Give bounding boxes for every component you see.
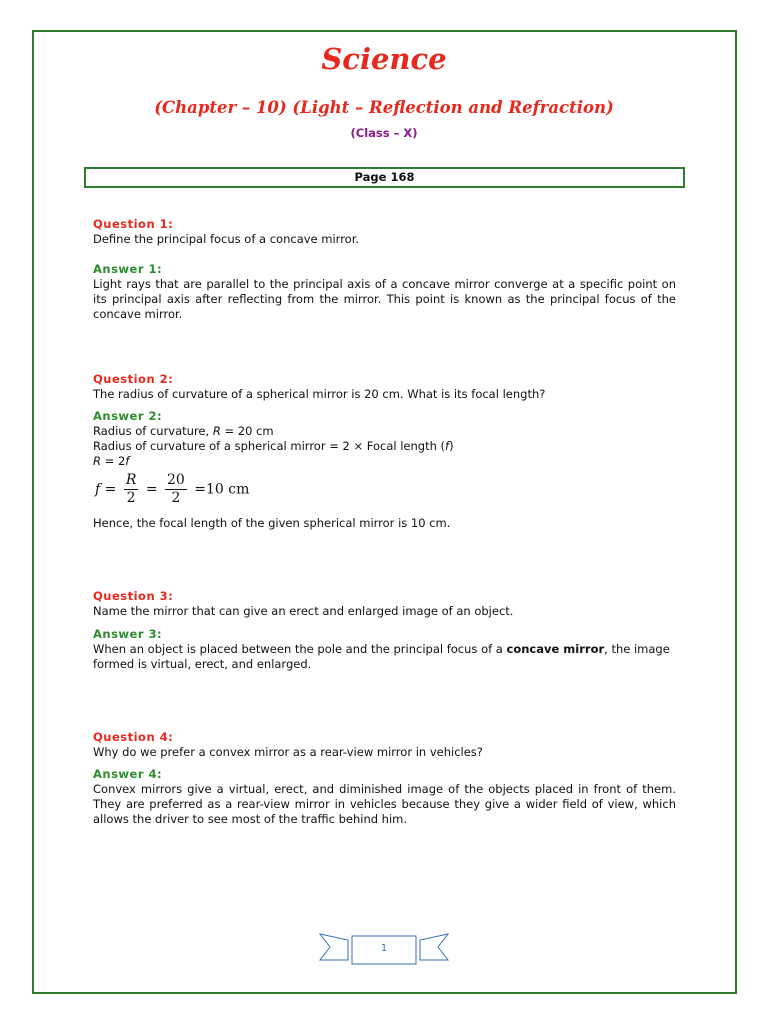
question-4: [93, 730, 676, 760]
formula-lhs: f: [95, 481, 101, 498]
answer-2-conclusion: Hence, the focal length of the given spherical mirror is 10 cm.: [93, 516, 451, 530]
question-label: Question 4:: [93, 730, 174, 744]
question-label: Question 1:: [93, 217, 174, 231]
question-3: [93, 589, 676, 619]
chapter-subtitle: (Chapter – 10) (Light – Reflection and Refraction): [154, 98, 614, 117]
focal-length-formula: [95, 472, 249, 512]
answer-label: Answer 4:: [93, 767, 163, 781]
answer-2: [93, 409, 676, 469]
page-title: Science: [321, 42, 447, 76]
answer-line-relation: Radius of curvature of a spherical mirror = 2 × Focal length (f): [93, 439, 454, 453]
question-label: Question 2:: [93, 372, 174, 386]
answer-1: [93, 262, 676, 322]
answer-label: Answer 1:: [93, 262, 163, 276]
formula-result: =10 cm: [194, 481, 250, 498]
answer-text: Light rays that are parallel to the principal axis of a concave mirror converge at a specific point on its principal axis after reflecting from the mirror. This point is known as the principal focus of the concave mirror.: [93, 277, 676, 321]
question-text: The radius of curvature of a spherical mirror is 20 cm. What is its focal length?: [93, 387, 546, 401]
question-text: Name the mirror that can give an erect and enlarged image of an object.: [93, 604, 514, 618]
question-label: Question 3:: [93, 589, 174, 603]
answer-label: Answer 2:: [93, 409, 163, 423]
formula-equals: =: [104, 481, 117, 498]
answer-line-equation: R = 2f: [93, 454, 130, 468]
question-1: [93, 217, 676, 247]
question-text: Define the principal focus of a concave mirror.: [93, 232, 360, 246]
answer-label: Answer 3:: [93, 627, 163, 641]
answer-4: [93, 767, 676, 827]
page-reference-box: Page 168: [84, 167, 685, 188]
class-label: (Class – X): [350, 126, 418, 140]
question-2: [93, 372, 676, 402]
answer-line-radius: Radius of curvature, R = 20 cm: [93, 424, 274, 438]
page-number: 1: [380, 943, 388, 954]
answer-text: Convex mirrors give a virtual, erect, and diminished image of the objects placed in front of them. They are preferred as a rear-view mirror in vehicles because they give a wider field of view, which allows the driver to see most of the traffic behind him.: [93, 782, 676, 826]
answer-3: [93, 627, 676, 672]
answer-text: When an object is placed between the pole and the principal focus of a concave mirror, the image formed is virtual, erect, and enlarged.: [93, 642, 670, 671]
formula-equals: =: [145, 481, 158, 498]
formula-fraction-r-over-2: $\frac{R}{2}$: [125, 472, 137, 506]
formula-fraction-20-over-2: $\frac{20}{2}$: [167, 472, 185, 506]
question-text: Why do we prefer a convex mirror as a rear-view mirror in vehicles?: [93, 745, 483, 759]
